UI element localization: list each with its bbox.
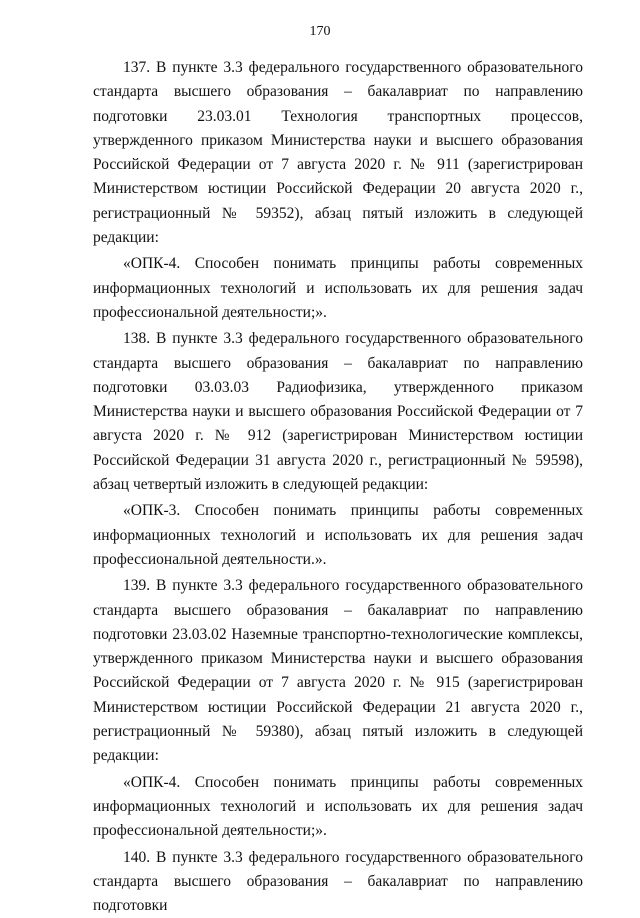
paragraph-137: 137. В пункте 3.3 федерального государственного образовательного стандарта высшего образования – бакалавриат по направлению подготовки 23.03.01 Технология транспортных процессов, утвержденного приказом Министерства науки и высшего образования Российской Федерации от 7 августа 2020 г. № 911 (зарегистрирован Министерством юстиции Российской Федерации 20 августа 2020 г., регистрационный № 59352), абзац пятый изложить в следующей редакции:	[93, 56, 583, 250]
quote-139: «ОПК-4. Способен понимать принципы работы современных информационных технологий и использовать их для решения задач профессиональной деятельности;».	[93, 771, 583, 844]
document-body	[93, 56, 583, 918]
paragraph-138: 138. В пункте 3.3 федерального государственного образовательного стандарта высшего образования – бакалавриат по направлению подготовки 03.03.03 Радиофизика, утвержденного приказом Министерства науки и высшего образования Российской Федерации от 7 августа 2020 г. № 912 (зарегистрирован Министерством юстиции Российской Федерации 31 августа 2020 г., регистрационный № 59598), абзац четвертый изложить в следующей редакции:	[93, 327, 583, 497]
quote-137: «ОПК-4. Способен понимать принципы работы современных информационных технологий и использовать их для решения задач профессиональной деятельности;».	[93, 252, 583, 325]
page-number: 170	[0, 24, 640, 40]
paragraph-139: 139. В пункте 3.3 федерального государственного образовательного стандарта высшего образования – бакалавриат по направлению подготовки 23.03.02 Наземные транспортно-технологические комплексы, утвержденного приказом Министерства науки и высшего образования Российской Федерации от 7 августа 2020 г. № 915 (зарегистрирован Министерством юстиции Российской Федерации 21 августа 2020 г., регистрационный № 59380), абзац пятый изложить в следующей редакции:	[93, 574, 583, 768]
paragraph-140: 140. В пункте 3.3 федерального государственного образовательного стандарта высшего образования – бакалавриат по направлению подготовки	[93, 846, 583, 918]
quote-138: «ОПК-3. Способен понимать принципы работы современных информационных технологий и использовать их для решения задач профессиональной деятельности.».	[93, 499, 583, 572]
